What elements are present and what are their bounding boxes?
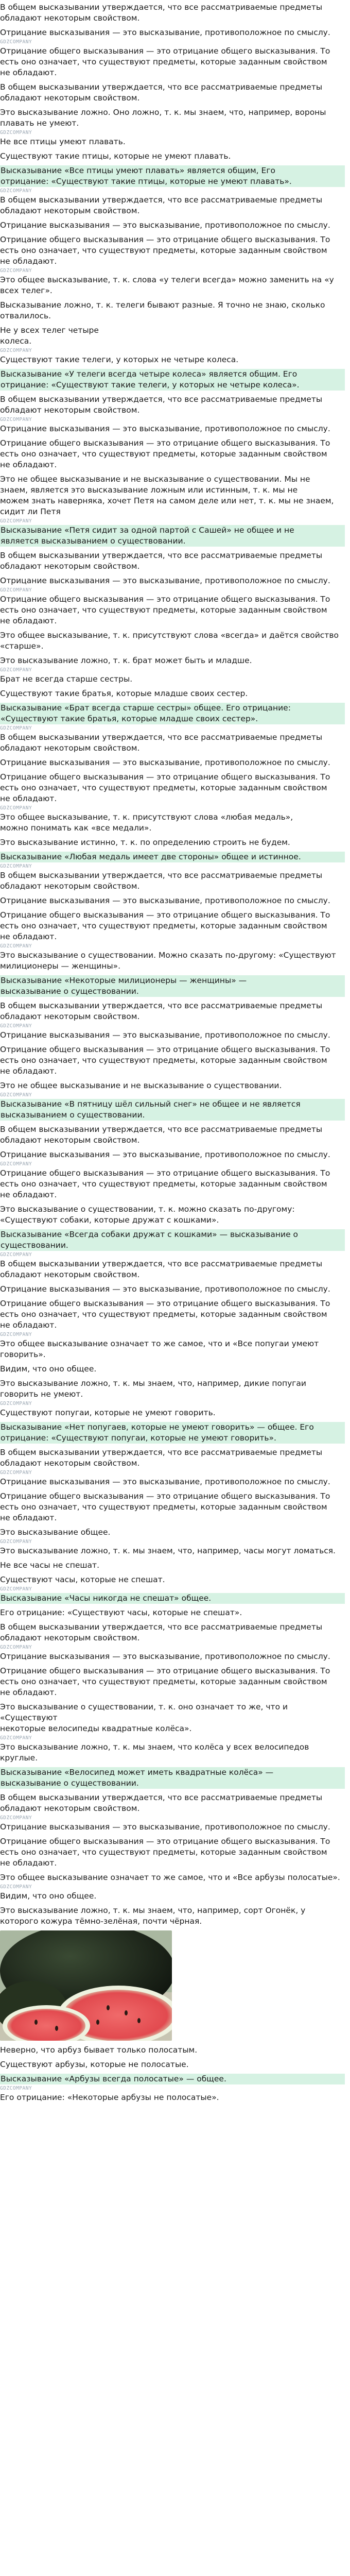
text-paragraph bbox=[0, 1527, 345, 1538]
text-line: Отрицание общего высказывания — это отрицание общего высказывания. То bbox=[0, 235, 330, 244]
text-line: Отрицание общего высказывания — это отрицание общего высказывания. То bbox=[0, 1045, 330, 1054]
text-paragraph bbox=[0, 1491, 345, 1523]
text-line: есть оно означает, что существуют предметы, которые заданным свойством bbox=[0, 1502, 327, 1512]
text-line: Высказывание «Любая медаль имеет две стороны» общее и истинное. bbox=[0, 852, 345, 862]
text-line: есть оно означает, что существуют предметы, которые заданным свойством bbox=[0, 246, 327, 255]
watermark: GDZCOMPANY bbox=[0, 1586, 32, 1592]
text-line: Существуют такие птицы, которые не умеют плавать. bbox=[0, 151, 231, 161]
text-paragraph bbox=[0, 1044, 345, 1077]
text-paragraph bbox=[0, 1905, 345, 1927]
watermark: GDZCOMPANY bbox=[0, 130, 32, 135]
highlighted-answer bbox=[0, 1422, 345, 1444]
text-paragraph bbox=[0, 688, 345, 699]
text-line: Отрицание высказывания — это высказывание, противоположное по смыслу. bbox=[0, 1652, 330, 1661]
text-line: В общем высказывании утверждается, что все рассматриваемые предметы bbox=[0, 395, 323, 404]
text-paragraph bbox=[0, 1891, 345, 1902]
text-paragraph bbox=[0, 354, 345, 365]
watermark: GDZCOMPANY bbox=[0, 417, 32, 422]
text-line: В общем высказывании утверждается, что все рассматриваемые предметы bbox=[0, 195, 323, 205]
text-paragraph bbox=[0, 1259, 345, 1280]
text-line: колеса. bbox=[0, 336, 32, 346]
text-paragraph bbox=[0, 1822, 345, 1833]
highlighted-answer bbox=[0, 975, 345, 997]
text-line: В общем высказывании утверждается, что все рассматриваемые предметы bbox=[0, 1125, 323, 1134]
watermark: GDZCOMPANY bbox=[0, 1092, 32, 1098]
text-paragraph bbox=[0, 1546, 345, 1556]
text-paragraph bbox=[0, 1284, 345, 1295]
text-paragraph bbox=[0, 474, 345, 517]
text-line: Отрицание общего высказывания — это отрицание общего высказывания. То bbox=[0, 438, 330, 448]
text-line: В общем высказывании утверждается, что все рассматриваемые предметы bbox=[0, 1793, 323, 1802]
text-paragraph bbox=[0, 1378, 345, 1400]
text-paragraph bbox=[0, 82, 345, 104]
text-line: Это высказывание истинно, т. к. по определению строить не будем. bbox=[0, 838, 290, 847]
text-paragraph bbox=[0, 234, 345, 267]
text-paragraph bbox=[0, 2045, 345, 2056]
highlighted-answer bbox=[0, 525, 345, 547]
text-paragraph bbox=[0, 630, 345, 652]
text-line: Высказывание «Часы никогда не спешат» общее. bbox=[0, 1593, 345, 1604]
text-line: Не все часы не спешат. bbox=[0, 1561, 100, 1570]
text-line: есть оно означает, что существуют предметы, которые заданным свойством bbox=[0, 921, 327, 930]
text-line: Это высказывание ложно, т. к. мы знаем, что, например, дикие попугаи bbox=[0, 1379, 306, 1388]
text-line: Существуют арбузы, которые не полосатые. bbox=[0, 2060, 189, 2069]
watermelon-image bbox=[0, 1930, 172, 2041]
text-line: Отрицание общего высказывания — это отрицание общего высказывания. То bbox=[0, 46, 330, 56]
text-paragraph bbox=[0, 1560, 345, 1571]
text-paragraph bbox=[0, 1298, 345, 1331]
text-line: Существуют попугаи, которые не умеют говорить. bbox=[0, 1408, 216, 1417]
text-line: не обладают. bbox=[0, 460, 57, 469]
text-paragraph bbox=[0, 575, 345, 586]
text-line: Отрицание высказывания — это высказывание, противоположное по смыслу. bbox=[0, 758, 330, 767]
text-line: обладают некоторым свойством. bbox=[0, 743, 140, 753]
text-line: Брат не всегда старше сестры. bbox=[0, 674, 133, 684]
text-line: В общем высказывании утверждается, что все рассматриваемые предметы bbox=[0, 1622, 323, 1632]
text-paragraph bbox=[0, 151, 345, 162]
watermark: GDZCOMPANY bbox=[0, 1539, 32, 1545]
text-paragraph bbox=[0, 27, 345, 38]
text-line: Отрицание общего высказывания — это отрицание общего высказывания. То bbox=[0, 1492, 330, 1501]
text-line: Отрицание высказывания — это высказывание, противоположное по смыслу. bbox=[0, 1284, 330, 1294]
text-paragraph bbox=[0, 2059, 345, 2070]
text-line: Это высказывание о существовании. Можно сказать по-другому: «Существуют bbox=[0, 951, 336, 960]
text-line: Высказывание «Велосипед может иметь квадратные колёса» — bbox=[0, 1767, 345, 1778]
text-line: Отрицание общего высказывания — это отрицание общего высказывания. То bbox=[0, 1168, 330, 1178]
text-line: высказывание о существовании. bbox=[0, 1778, 345, 1789]
text-paragraph bbox=[0, 325, 345, 347]
text-paragraph bbox=[0, 1447, 345, 1469]
text-paragraph bbox=[0, 394, 345, 416]
text-paragraph bbox=[0, 1651, 345, 1662]
watermark: GDZCOMPANY bbox=[0, 805, 32, 811]
text-line: обладают некоторым свойством. bbox=[0, 562, 140, 571]
text-line: Высказывание «Нет попугаев, которые не умеют говорить» — общее. Его bbox=[0, 1422, 345, 1433]
text-paragraph bbox=[0, 1149, 345, 1160]
text-line: В общем высказывании утверждается, что все рассматриваемые предметы bbox=[0, 1001, 323, 1010]
text-paragraph bbox=[0, 423, 345, 434]
text-line: обладают некоторым свойством. bbox=[0, 1804, 140, 1813]
watermark: GDZCOMPANY bbox=[0, 348, 32, 353]
text-paragraph bbox=[0, 438, 345, 470]
text-line: обладают некоторым свойством. bbox=[0, 1633, 140, 1642]
text-line: обладают некоторым свойством. bbox=[0, 405, 140, 415]
text-paragraph bbox=[0, 1836, 345, 1869]
text-line: В общем высказывании утверждается, что все рассматриваемые предметы bbox=[0, 3, 323, 12]
text-paragraph bbox=[0, 1872, 345, 1883]
text-line: Высказывание «Все птицы умеют плавать» является общим, Его bbox=[0, 165, 345, 176]
text-line: «старше». bbox=[0, 641, 44, 651]
text-line: существовании. bbox=[0, 1240, 345, 1251]
watermark: GDZCOMPANY bbox=[0, 1023, 32, 1029]
text-line: Отрицание высказывания — это высказывание, противоположное по смыслу. bbox=[0, 1030, 330, 1040]
text-paragraph bbox=[0, 137, 345, 147]
text-line: не обладают. bbox=[0, 1858, 57, 1868]
watermark: GDZCOMPANY bbox=[0, 268, 32, 274]
text-paragraph bbox=[0, 1666, 345, 1698]
text-line: обладают некоторым свойством. bbox=[0, 206, 140, 215]
text-paragraph bbox=[0, 655, 345, 666]
text-line: Отрицание высказывания — это высказывание, противоположное по смыслу. bbox=[0, 1822, 330, 1832]
watermark: GDZCOMPANY bbox=[0, 188, 32, 194]
watermark: GDZCOMPANY bbox=[0, 1332, 32, 1337]
text-line: обладают некоторым свойством. bbox=[0, 1459, 140, 1468]
text-paragraph bbox=[0, 2092, 345, 2103]
text-line: Не у всех телег четыре bbox=[0, 326, 99, 335]
text-paragraph bbox=[0, 757, 345, 768]
text-paragraph bbox=[0, 1124, 345, 1146]
text-line: есть оно означает, что существуют предметы, которые заданным свойством bbox=[0, 1179, 327, 1189]
watermark: GDZCOMPANY bbox=[0, 1470, 32, 1476]
text-line: Видим, что оно общее. bbox=[0, 1364, 97, 1374]
watermark: GDZCOMPANY bbox=[0, 1401, 32, 1406]
text-line: Это общее высказывание, т. к. присутствуют слова «любая медаль», bbox=[0, 812, 293, 822]
text-line: отрицание: «Существуют попугаи, которые не умеют говорить». bbox=[0, 1433, 345, 1444]
text-line: Отрицание высказывания — это высказывание, противоположное по смыслу. bbox=[0, 1477, 330, 1486]
text-line: Это общее высказывание, т. к. присутствуют слова «всегда» и даётся свойство bbox=[0, 631, 339, 640]
text-line: Высказывание «Арбузы всегда полосатые» — общее. bbox=[0, 2074, 345, 2084]
text-line: Существуют такие телеги, у которых не четыре колеса. bbox=[0, 355, 239, 364]
text-line: является высказыванием о существовании. bbox=[0, 536, 345, 547]
text-paragraph bbox=[0, 812, 345, 834]
text-line: Отрицание общего высказывания — это отрицание общего высказывания. То bbox=[0, 910, 330, 920]
watermark: GDZCOMPANY bbox=[0, 1161, 32, 1167]
text-line: Существуют такие братья, которые младше своих сестер. bbox=[0, 689, 248, 698]
watermark: GDZCOMPANY bbox=[0, 863, 32, 869]
highlighted-answer bbox=[0, 1767, 345, 1789]
text-line: обладают некоторым свойством. bbox=[0, 1270, 140, 1279]
text-line: В общем высказывании утверждается, что все рассматриваемые предметы bbox=[0, 82, 323, 92]
text-paragraph bbox=[0, 275, 345, 296]
text-line: Отрицание высказывания — это высказывание, противоположное по смыслу. bbox=[0, 28, 330, 37]
text-paragraph bbox=[0, 107, 345, 129]
watermark: GDZCOMPANY bbox=[0, 1815, 32, 1821]
text-line: Его отрицание: «Существуют часы, которые не спешат». bbox=[0, 1608, 242, 1617]
highlighted-answer bbox=[0, 852, 345, 862]
text-line: Высказывание «Петя сидит за одной партой с Сашей» не общее и не bbox=[0, 525, 345, 536]
text-line: В общем высказывании утверждается, что все рассматриваемые предметы bbox=[0, 551, 323, 560]
text-paragraph bbox=[0, 2, 345, 24]
text-line: не обладают. bbox=[0, 1066, 57, 1076]
text-line: Высказывание «В пятницу шёл сильный снег» не общее и не является bbox=[0, 1099, 345, 1110]
text-paragraph bbox=[0, 837, 345, 848]
watermark: GDZCOMPANY bbox=[0, 1735, 32, 1741]
text-line: Высказывание «Брат всегда старше сестры» общее. Его отрицание: bbox=[0, 703, 345, 714]
text-line: есть оно означает, что существуют предметы, которые заданным свойством bbox=[0, 1310, 327, 1319]
text-line: есть оно означает, что существуют предметы, которые заданным свойством bbox=[0, 1677, 327, 1686]
text-line: Это высказывание ложно, т. к. брат может быть и младше. bbox=[0, 656, 252, 665]
watermark: GDZCOMPANY bbox=[0, 667, 32, 673]
text-line: обладают некоторым свойством. bbox=[0, 93, 140, 103]
text-paragraph bbox=[0, 1168, 345, 1200]
text-line: можем знать наверняка, хочет Петя на самом деле или нет, т. к. мы не знаем, сидит ли Петя bbox=[0, 496, 334, 516]
watermark: GDZCOMPANY bbox=[0, 39, 32, 45]
text-line: Отрицание высказывания — это высказывание, противоположное по смыслу. bbox=[0, 896, 330, 905]
text-line: есть оно означает, что существуют предметы, которые заданным свойством bbox=[0, 57, 327, 66]
text-paragraph bbox=[0, 772, 345, 804]
text-line: Это высказывание ложно. Оно ложно, т. к. мы знаем, что, например, вороны bbox=[0, 108, 326, 117]
text-paragraph bbox=[0, 950, 345, 972]
text-paragraph bbox=[0, 732, 345, 754]
text-line: В общем высказывании утверждается, что все рассматриваемые предметы bbox=[0, 733, 323, 742]
text-line: обладают некоторым свойством. bbox=[0, 1136, 140, 1145]
watermark: GDZCOMPANY bbox=[0, 2086, 32, 2091]
text-line: некоторые велосипеды квадратные колёса». bbox=[0, 1724, 192, 1733]
text-line: Высказывание «У телеги всегда четыре колеса» является общим. Его bbox=[0, 369, 345, 380]
text-paragraph bbox=[0, 1742, 345, 1764]
text-line: Отрицание общего высказывания — это отрицание общего высказывания. То bbox=[0, 1299, 330, 1308]
text-line: Высказывание ложно, т. к. телеги бывают разные. Я точно не знаю, сколько bbox=[0, 300, 325, 310]
text-line: не обладают. bbox=[0, 1320, 57, 1330]
text-line: обладают некоторым свойством. bbox=[0, 1012, 140, 1021]
text-paragraph bbox=[0, 46, 345, 78]
text-line: милиционеры — женщины». bbox=[0, 961, 121, 971]
text-line: Это общее высказывание означает то же самое, что и «Все попугаи умеют говорить». bbox=[0, 1339, 319, 1359]
text-line: есть оно означает, что существуют предметы, которые заданным свойством bbox=[0, 605, 327, 615]
text-line: Отрицание высказывания — это высказывание, противоположное по смыслу. bbox=[0, 221, 330, 230]
text-line: не обладают. bbox=[0, 794, 57, 803]
text-paragraph bbox=[0, 195, 345, 216]
text-line: Это общее высказывание означает то же самое, что и «Все арбузы полосатые». bbox=[0, 1873, 340, 1882]
text-paragraph bbox=[0, 550, 345, 572]
text-line: Это высказывание общее. bbox=[0, 1528, 111, 1537]
text-line: Отрицание общего высказывания — это отрицание общего высказывания. То bbox=[0, 772, 330, 782]
watermark: GDZCOMPANY bbox=[0, 1252, 32, 1258]
text-paragraph bbox=[0, 220, 345, 231]
text-line: знаем, является это высказывание ложным или истинным, т. к. мы не bbox=[0, 485, 298, 495]
text-line: Видим, что оно общее. bbox=[0, 1891, 97, 1901]
text-line: обладают некоторым свойством. bbox=[0, 13, 140, 23]
text-line: которого кожура тёмно-зелёная, почти чёрная. bbox=[0, 1917, 202, 1926]
text-line: не обладают. bbox=[0, 1190, 57, 1199]
text-paragraph bbox=[0, 1792, 345, 1814]
text-line: всех телег». bbox=[0, 286, 52, 295]
text-paragraph bbox=[0, 1204, 345, 1226]
text-line: Это высказывание о существовании, т. к. оно означает то же, что и «Существуют bbox=[0, 1702, 288, 1722]
text-line: «Существуют такие братья, которые младше своих сестер». bbox=[0, 714, 345, 724]
text-paragraph bbox=[0, 1702, 345, 1734]
text-line: Его отрицание: «Некоторые арбузы не полосатые». bbox=[0, 2093, 219, 2102]
watermark: GDZCOMPANY bbox=[0, 943, 32, 949]
text-paragraph bbox=[0, 1408, 345, 1418]
text-paragraph bbox=[0, 910, 345, 942]
text-line: «Существуют собаки, которые дружат с кошками». bbox=[0, 1215, 219, 1225]
text-line: не обладают. bbox=[0, 257, 57, 266]
text-line: Высказывание «Некоторые милиционеры — женщины» — bbox=[0, 975, 345, 986]
text-line: высказыванием о существовании. bbox=[0, 1110, 345, 1121]
watermark: GDZCOMPANY bbox=[0, 518, 32, 524]
text-line: плавать не умеют. bbox=[0, 118, 79, 128]
text-paragraph bbox=[0, 594, 345, 626]
highlighted-answer bbox=[0, 1099, 345, 1121]
text-line: не обладают. bbox=[0, 1513, 57, 1522]
text-paragraph bbox=[0, 895, 345, 906]
text-paragraph bbox=[0, 1030, 345, 1041]
text-line: Это не общее высказывание и не высказывание о существовании. Мы не bbox=[0, 474, 310, 484]
text-line: есть оно означает, что существуют предметы, которые заданным свойством bbox=[0, 1848, 327, 1857]
text-line: не обладают. bbox=[0, 616, 57, 625]
text-paragraph bbox=[0, 1338, 345, 1360]
highlighted-answer bbox=[0, 165, 345, 187]
text-line: В общем высказывании утверждается, что все рассматриваемые предметы bbox=[0, 871, 323, 880]
text-line: Отрицание общего высказывания — это отрицание общего высказывания. То bbox=[0, 1837, 330, 1846]
text-paragraph bbox=[0, 300, 345, 321]
text-line: высказывание о существовании. bbox=[0, 986, 345, 997]
watermark: GDZCOMPANY bbox=[0, 1645, 32, 1650]
text-line: Отрицание общего высказывания — это отрицание общего высказывания. То bbox=[0, 595, 330, 604]
text-line: Отрицание общего высказывания — это отрицание общего высказывания. То bbox=[0, 1666, 330, 1675]
watermark: GDZCOMPANY bbox=[0, 1884, 32, 1890]
text-paragraph bbox=[0, 870, 345, 892]
text-line: есть оно означает, что существуют предметы, которые заданным свойством bbox=[0, 449, 327, 459]
text-line: не обладают. bbox=[0, 1688, 57, 1697]
text-line: отрицание: «Существуют такие телеги, у которых не четыре колеса». bbox=[0, 380, 345, 391]
text-line: есть оно означает, что существуют предметы, которые заданным свойством bbox=[0, 1056, 327, 1065]
text-paragraph bbox=[0, 1364, 345, 1375]
text-line: Это не общее высказывание и не высказывание о существовании. bbox=[0, 1081, 282, 1090]
text-line: можно понимать как «все медали». bbox=[0, 823, 152, 833]
text-line: Отрицание высказывания — это высказывание, противоположное по смыслу. bbox=[0, 424, 330, 433]
text-line: отвалилось. bbox=[0, 311, 51, 320]
watermark: GDZCOMPANY bbox=[0, 587, 32, 593]
text-line: Существуют часы, которые не спешат. bbox=[0, 1575, 165, 1584]
text-line: отрицание: «Существуют такие птицы, которые не умеют плавать». bbox=[0, 176, 345, 187]
highlighted-answer bbox=[0, 369, 345, 391]
text-line: В общем высказывании утверждается, что все рассматриваемые предметы bbox=[0, 1259, 323, 1268]
highlighted-answer bbox=[0, 1593, 345, 1604]
text-line: не обладают. bbox=[0, 68, 57, 77]
text-line: обладают некоторым свойством. bbox=[0, 882, 140, 891]
text-paragraph bbox=[0, 674, 345, 685]
text-line: Отрицание высказывания — это высказывание, противоположное по смыслу. bbox=[0, 576, 330, 585]
text-line: Это высказывание ложно, т. к. мы знаем, что колёса у всех велосипедов круглые. bbox=[0, 1742, 309, 1762]
text-line: Не все птицы умеют плавать. bbox=[0, 137, 126, 146]
highlighted-answer bbox=[0, 1229, 345, 1251]
watermark: GDZCOMPANY bbox=[0, 725, 32, 731]
text-paragraph bbox=[0, 1080, 345, 1091]
text-line: не обладают. bbox=[0, 932, 57, 941]
text-paragraph bbox=[0, 1574, 345, 1585]
text-paragraph bbox=[0, 1477, 345, 1487]
text-paragraph bbox=[0, 1622, 345, 1643]
text-line: есть оно означает, что существуют предметы, которые заданным свойством bbox=[0, 783, 327, 792]
text-line: Высказывание «Всегда собаки дружат с кошками» — высказывание о bbox=[0, 1229, 345, 1240]
text-paragraph bbox=[0, 1001, 345, 1022]
text-line: Это высказывание о существовании, т. к. можно сказать по-другому: bbox=[0, 1205, 295, 1214]
text-line: Это общее высказывание, т. к. слова «у телеги всегда» можно заменить на «у bbox=[0, 275, 334, 284]
highlighted-answer bbox=[0, 703, 345, 724]
text-line: Это высказывание ложно, т. к. мы знаем, что, например, сорт Огонёк, у bbox=[0, 1906, 306, 1915]
text-paragraph bbox=[0, 1607, 345, 1618]
text-line: Отрицание высказывания — это высказывание, противоположное по смыслу. bbox=[0, 1150, 330, 1159]
text-line: говорить не умеют. bbox=[0, 1389, 83, 1399]
text-line: В общем высказывании утверждается, что все рассматриваемые предметы bbox=[0, 1448, 323, 1457]
text-line: Это высказывание ложно, т. к. мы знаем, что, например, часы могут ломаться. bbox=[0, 1546, 336, 1555]
highlighted-answer bbox=[0, 2074, 345, 2084]
text-line: Неверно, что арбуз бывает только полосатым. bbox=[0, 2045, 198, 2055]
